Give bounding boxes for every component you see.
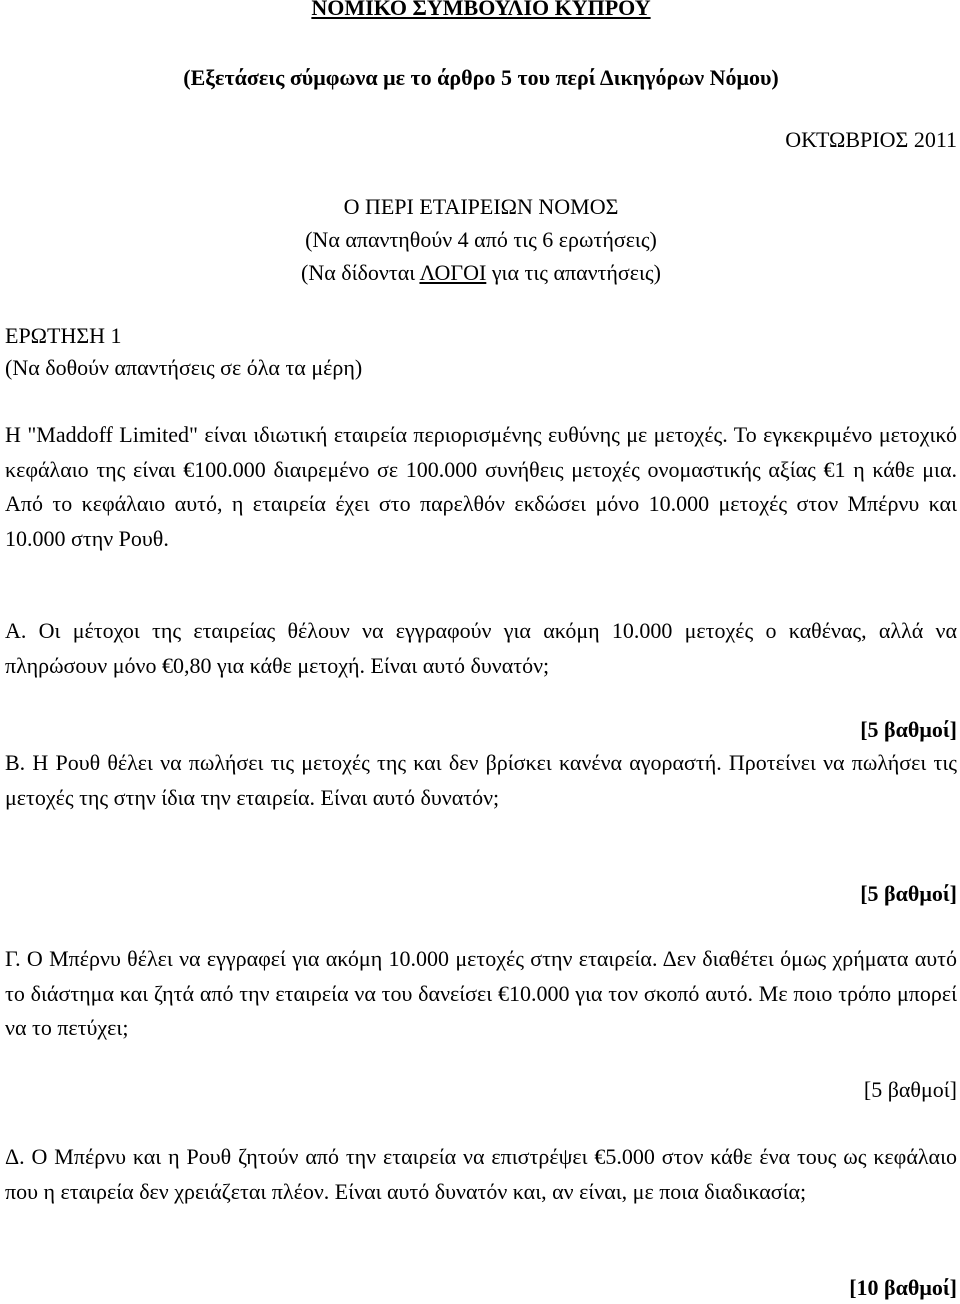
document-subtitle: (Εξετάσεις σύμφωνα με το άρθρο 5 του περί Δικηγόρων Νόμου) — [183, 65, 779, 90]
instruction-answer-count: (Να απαντηθούν 4 από τις 6 ερωτήσεις) — [305, 227, 657, 252]
instruction-reasons-emphasis: ΛΟΓΟΙ — [419, 260, 487, 285]
question-part-b: Β. Η Ρουθ θέλει να πωλήσει τις μετοχές της και δεν βρίσκει κανένα αγοραστή. Προτείνει να πωλήσει τις μετοχές της στην ίδια την εταιρεία. Είναι αυτό δυνατόν; — [5, 750, 957, 810]
law-block — [5, 190, 957, 289]
question-part-d: Δ. Ο Μπέρνυ και η Ρουθ ζητούν από την εταιρεία να επιστρέψει €5.000 στον κάθε ένα τους ως κεφάλαιο που η εταιρεία δεν χρειάζεται πλέον. Είναι αυτό δυνατόν και, αν είναι, με ποια διαδικασία; — [5, 1144, 957, 1204]
marks-part-c: [5 βαθμοί] — [863, 1077, 957, 1102]
marks-part-a: [5 βαθμοί] — [860, 717, 957, 742]
law-name: Ο ΠΕΡΙ ΕΤΑΙΡΕΙΩΝ ΝΟΜΟΣ — [343, 194, 619, 219]
instruction-reasons-pre: (Να δίδονται — [301, 260, 420, 285]
marks-part-b: [5 βαθμοί] — [860, 881, 957, 906]
question-part-a: Α. Οι μέτοχοι της εταιρείας θέλουν να εγγραφούν για ακόμη 10.000 μετοχές ο καθένας, αλλά να πληρώσουν μόνο €0,80 για κάθε μετοχή. Είναι αυτό δυνατόν; — [5, 618, 957, 678]
instruction-reasons-post: για τις απαντήσεις) — [486, 260, 661, 285]
marks-part-d: [10 βαθμοί] — [849, 1275, 957, 1300]
question-heading: ΕΡΩΤΗΣΗ 1 — [5, 323, 122, 348]
question-header — [5, 320, 957, 384]
document-title: ΝΟΜΙΚΟ ΣΥΜΒΟΥΛΙΟ ΚΥΠΡΟΥ — [311, 0, 651, 20]
exam-date: ΟΚΤΩΒΡΙΟΣ 2011 — [785, 127, 957, 152]
question-note: (Να δοθούν απαντήσεις σε όλα τα μέρη) — [5, 355, 363, 380]
question-part-c: Γ. Ο Μπέρνυ θέλει να εγγραφεί για ακόμη 10.000 μετοχές στην εταιρεία. Δεν διαθέτει όμως χρήματα αυτό το διάστημα και ζητά από την εταιρεία να του δανείσει €10.000 για τον σκοπό αυτό. Με ποιο τρόπο μπορεί να το πετύχει; — [5, 946, 957, 1040]
question-intro: Η "Maddoff Limited" είναι ιδιωτική εταιρεία περιορισμένης ευθύνης με μετοχές. Το εγκεκριμένο μετοχικό κεφάλαιο της είναι €100.000 διαιρεμένο σε 100.000 συνήθεις μετοχές ονομαστικής αξίας €1 η κάθε μια. Από το κεφάλαιο αυτό, η εταιρεία έχει στο παρελθόν εκδώσει μόνο 10.000 μετοχές στον Μπέρνυ και 10.000 στην Ρουθ. — [5, 422, 957, 551]
instruction-reasons — [5, 256, 957, 289]
